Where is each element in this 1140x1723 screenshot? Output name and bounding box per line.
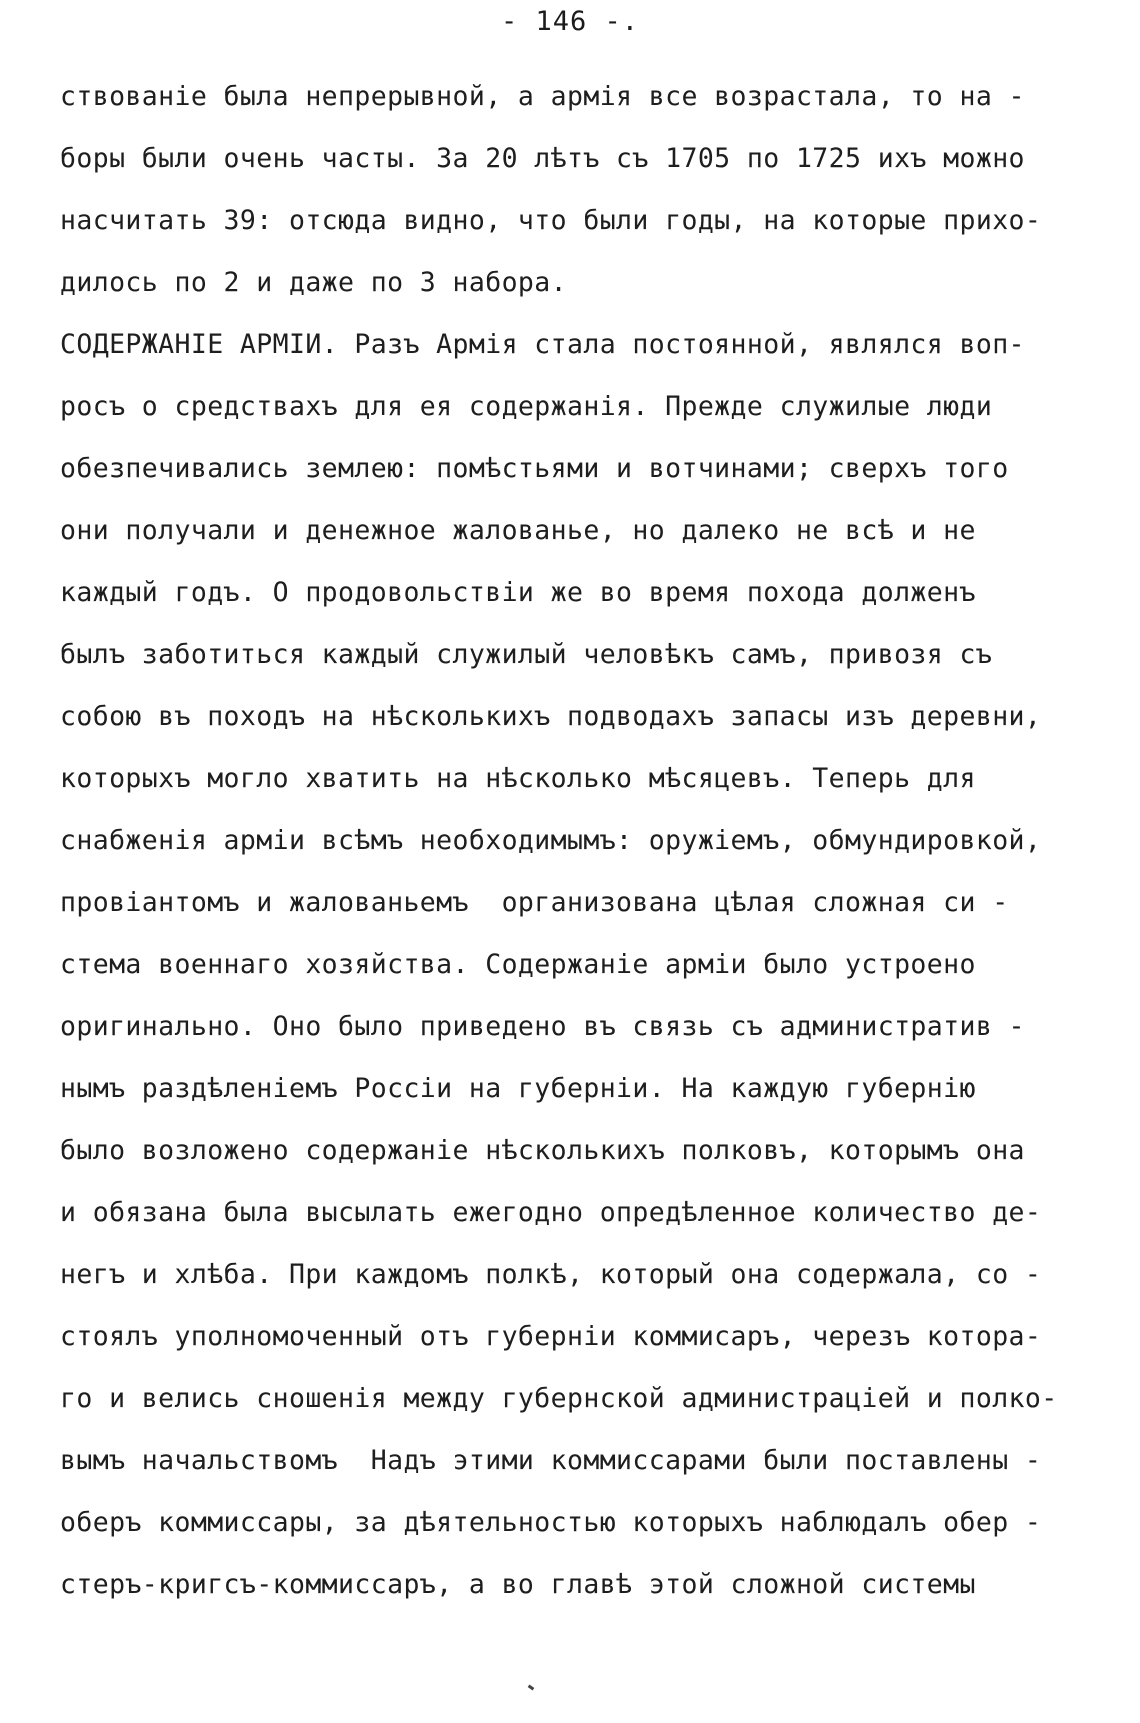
- stray-ink-mark: [528, 1685, 535, 1691]
- text-line: былъ заботиться каждый служилый человѣкъ самъ, привозя съ: [60, 639, 993, 670]
- text-line: дилось по 2 и даже по 3 набора.: [60, 267, 567, 298]
- text-line: негъ и хлѣба. При каждомъ полкѣ, который она содержала, со -: [60, 1259, 1042, 1290]
- text-line: боры были очень часты. За 20 лѣтъ съ 1705 по 1725 ихъ можно: [60, 143, 1025, 174]
- text-line: оберъ коммиссары, за дѣятельностью которыхъ наблюдалъ обер -: [60, 1507, 1042, 1538]
- body-text: [60, 66, 1110, 1616]
- text-line: они получали и денежное жалованье, но далеко не всѣ и не: [60, 515, 976, 546]
- text-line: стема военнаго хозяйства. Содержаніе арміи было устроено: [60, 949, 976, 980]
- text-line: го и велись сношенія между губернской администраціей и полко-: [60, 1383, 1058, 1414]
- text-line: было возложено содержаніе нѣсколькихъ полковъ, которымъ она: [60, 1135, 1025, 1166]
- text-line: нымъ раздѣленіемъ Россіи на губерніи. На каждую губернію: [60, 1073, 976, 1104]
- text-line: оригинально. Оно было приведено въ связь съ административ -: [60, 1011, 1025, 1042]
- text-line: каждый годъ. О продовольствіи же во время похода долженъ: [60, 577, 976, 608]
- text-line: провіантомъ и жалованьемъ организована цѣлая сложная си -: [60, 887, 1009, 918]
- text-line: собою въ походъ на нѣсколькихъ подводахъ запасы изъ деревни,: [60, 701, 1042, 732]
- text-line: ствованіе была непрерывной, а армія все возрастала, то на -: [60, 81, 1025, 112]
- text-line: которыхъ могло хватить на нѣсколько мѣсяцевъ. Теперь для: [60, 763, 976, 794]
- section-heading-line: СОДЕРЖАНІЕ АРМІИ. Разъ Армія стала постоянной, являлся воп-: [60, 329, 1025, 360]
- text-line: росъ о средствахъ для ея содержанія. Прежде служилые люди: [60, 391, 993, 422]
- page-number: - 146 -.: [500, 6, 640, 37]
- text-line: стоялъ уполномоченный отъ губерніи коммисаръ, черезъ котора-: [60, 1321, 1042, 1352]
- text-line: стеръ-кригсъ-коммиссаръ, а во главѣ этой сложной системы: [60, 1569, 976, 1600]
- text-line: и обязана была высылать ежегодно опредѣленное количество де-: [60, 1197, 1042, 1228]
- text-line: обезпечивались землею: помѣстьями и вотчинами; сверхъ того: [60, 453, 1009, 484]
- text-line: вымъ начальствомъ Надъ этими коммиссарами были поставлены -: [60, 1445, 1042, 1476]
- text-line: снабженія арміи всѣмъ необходимымъ: оружіемъ, обмундировкой,: [60, 825, 1042, 856]
- text-line: насчитать 39: отсюда видно, что были годы, на которые прихо-: [60, 205, 1042, 236]
